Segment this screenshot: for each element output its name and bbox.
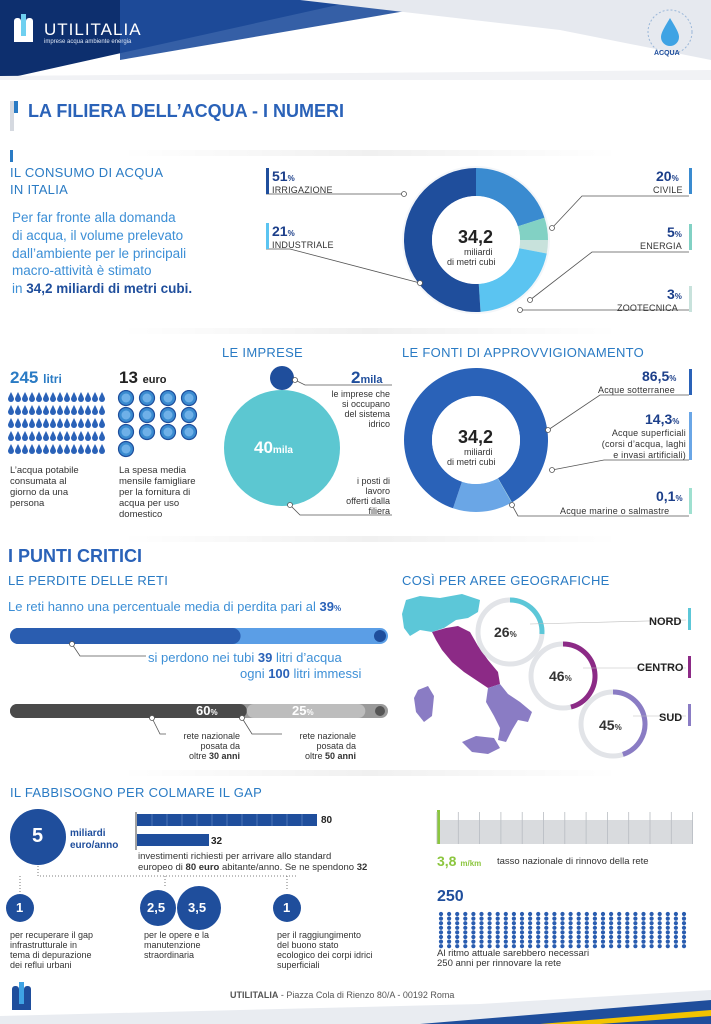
invest-line-2: europeo di 80 euro abitante/anno. Se ne spendono 32 xyxy=(138,862,368,873)
aree-heading: COSÌ PER AREE GEOGRAFICHE xyxy=(402,573,610,588)
invest-line-1: investimenti richiesti per arrivare allo standard xyxy=(138,851,332,862)
fonti-donut-value: 34,2 xyxy=(458,427,494,447)
centro-value: 46% xyxy=(549,668,572,684)
brand-name: UTILITALIA xyxy=(44,20,142,39)
imprese-small-desc: le imprese che si occupano del sistema idrico xyxy=(331,389,390,429)
breakdown-4-desc: per il raggiungimento del buono stato ecologico dei corpi idrici superficiali xyxy=(277,930,373,970)
energia-label: ENERGIA xyxy=(640,241,682,251)
footer-text: UTILITALIA - Piazza Cola di Rienzo 80/A - 00192 Roma xyxy=(230,990,455,1000)
irrigazione-label: IRRIGAZIONE xyxy=(272,185,333,195)
nord-label: NORD xyxy=(649,616,682,628)
page-title: LA FILIERA DELL’ACQUA - I NUMERI xyxy=(28,101,344,121)
fabb-circle-unit-2: euro/anno xyxy=(70,840,119,851)
sotterranee-label: Acque sotterranee xyxy=(598,385,675,395)
bar-a-value: 80 xyxy=(321,815,333,826)
irrigazione-value: 51% xyxy=(272,168,295,184)
perdite-heading: LE PERDITE DELLE RETI xyxy=(8,573,169,588)
consumo-donut-unit-1: miliardi xyxy=(464,247,493,257)
consumo-text: Per far fronte alla domanda di acqua, il volume prelevato dall’ambiente per le principali macro-attività è stimato in 34,2 miliardi di metri cubi. xyxy=(12,210,193,297)
litri-value: 245 litri xyxy=(10,368,62,387)
consumo-heading-2: IN ITALIA xyxy=(10,182,69,197)
centro-label: CENTRO xyxy=(637,662,684,674)
breakdown-2-value: 2,5 xyxy=(147,900,166,915)
industriale-label: INDUSTRIALE xyxy=(272,240,334,250)
fonti-donut-unit-1: miliardi xyxy=(464,447,493,457)
tubi-line-1: si perdono nei tubi 39 litri d’acqua xyxy=(148,650,342,665)
zootecnica-value: 3% xyxy=(667,286,682,302)
critici-heading: I PUNTI CRITICI xyxy=(8,546,142,566)
bar-b-value: 32 xyxy=(211,836,223,847)
acqua-badge-label: ACQUA xyxy=(654,50,680,57)
anni-text: Al ritmo attuale sarebbero necessari 250 anni per rinnovare la rete xyxy=(437,948,590,969)
anni-value: 250 xyxy=(437,888,464,905)
rinnovo-value: 3,8 m/km xyxy=(437,853,482,869)
rete-a-value: 60% xyxy=(196,703,218,718)
marine-label: Acque marine o salmastre xyxy=(560,506,670,516)
fabb-circle-value: 5 xyxy=(32,825,44,847)
imprese-heading: LE IMPRESE xyxy=(222,345,304,360)
breakdown-1-value: 1 xyxy=(16,900,24,915)
nord-value: 26% xyxy=(494,624,517,640)
consumo-donut-value: 34,2 xyxy=(458,227,494,247)
litri-desc: L’acqua potabile consumata al giorno da una persona xyxy=(10,465,79,509)
imprese-big-value: 40mila xyxy=(254,438,293,457)
perdite-text: Le reti hanno una percentuale media di perdita pari al 39% xyxy=(8,599,342,614)
marine-value: 0,1% xyxy=(656,488,683,504)
superficiali-label: Acque superficiali (corsi d’acqua, laghi e invasi artificiali) xyxy=(601,428,686,460)
euro-value: 13 euro xyxy=(119,368,167,387)
imprese-big-desc: i posti di lavoro offerti dalla filiera xyxy=(346,476,390,516)
imprese-small-value: 2mila xyxy=(351,368,383,387)
sud-value: 45% xyxy=(599,717,622,733)
fabb-circle-unit-1: miliardi xyxy=(70,828,106,839)
breakdown-3-value: 3,5 xyxy=(188,900,207,915)
civile-value: 20% xyxy=(656,168,679,184)
energia-value: 5% xyxy=(667,224,682,240)
euro-desc: La spesa media mensile famigliare per la fornitura di acqua per uso domestico xyxy=(119,465,196,520)
tubi-line-2: ogni 100 litri immessi xyxy=(240,666,362,681)
breakdown-1-desc: per recuperare il gap infrastrutturale in tema di depurazione dei reflui urbani xyxy=(10,930,94,970)
fabbisogno-heading: IL FABBISOGNO PER COLMARE IL GAP xyxy=(10,785,263,800)
footer-logo-icon xyxy=(10,982,40,1022)
zootecnica-label: ZOOTECNICA xyxy=(617,303,679,313)
industriale-value: 21% xyxy=(272,223,295,239)
brand-tagline: imprese acqua ambiente energia xyxy=(44,39,132,45)
rete-b-value: 25% xyxy=(292,703,314,718)
consumo-heading-1: IL CONSUMO DI ACQUA xyxy=(10,165,164,180)
rete-a-desc: rete nazionale posata da oltre 30 anni xyxy=(183,731,240,761)
sotterranee-value: 86,5% xyxy=(642,368,677,384)
breakdown-2-desc: per le opere e la manutenzione straordinaria xyxy=(144,930,210,960)
rinnovo-text: tasso nazionale di rinnovo della rete xyxy=(497,856,649,867)
fonti-donut-unit-2: di metri cubi xyxy=(447,457,496,467)
breakdown-4-value: 1 xyxy=(283,900,291,915)
sud-label: SUD xyxy=(659,712,683,724)
consumo-donut-unit-2: di metri cubi xyxy=(447,257,496,267)
fonti-heading: LE FONTI DI APPROVVIGIONAMENTO xyxy=(402,345,645,360)
superficiali-value: 14,3% xyxy=(645,411,680,427)
civile-label: CIVILE xyxy=(653,185,683,195)
rete-b-desc: rete nazionale posata da oltre 50 anni xyxy=(299,731,356,761)
